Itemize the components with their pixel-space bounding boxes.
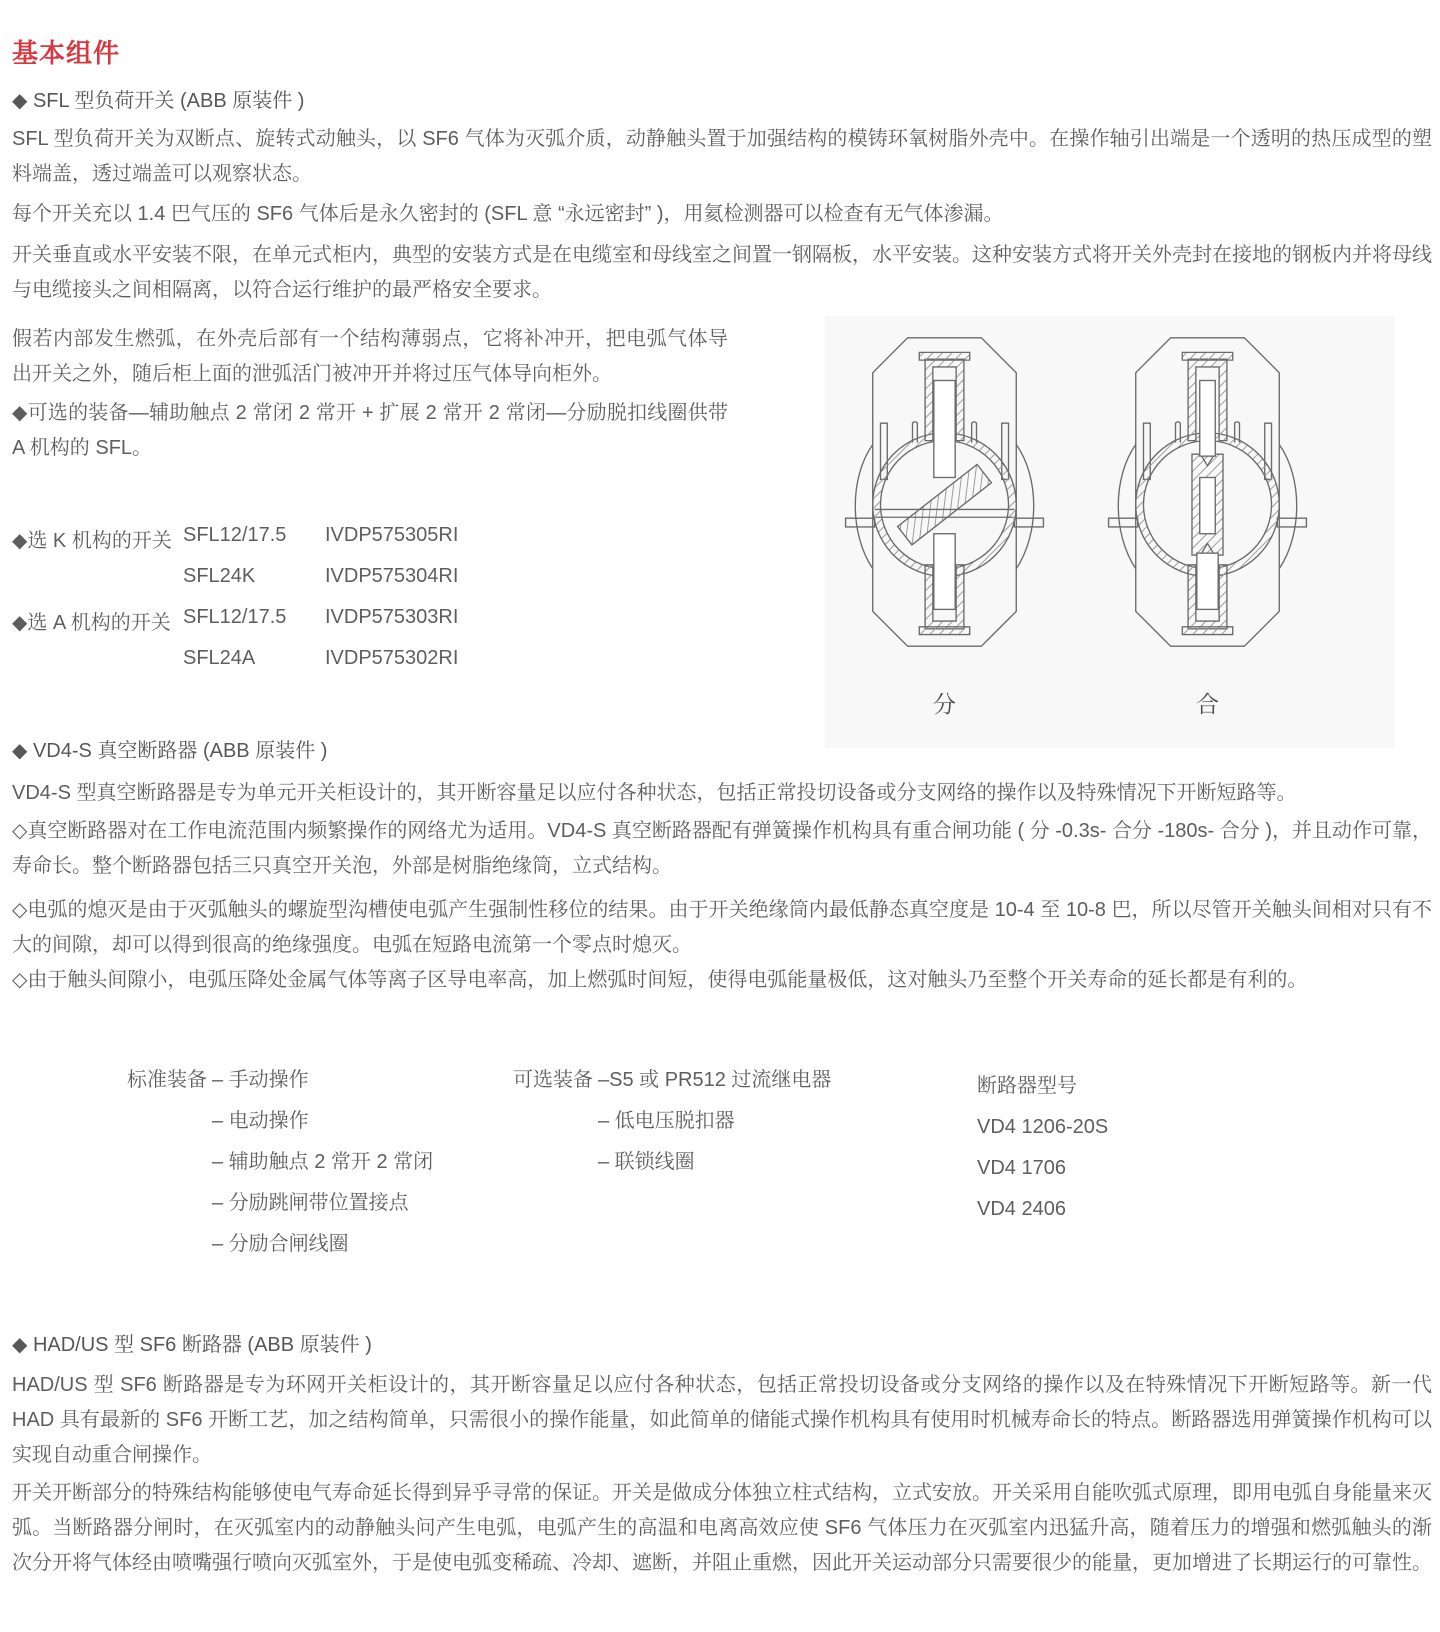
vd4-paragraph-4: ◇由于触头间隙小，电弧压降处金属气体等离子区导电率高，加上燃弧时间短，使得电弧能量极低，这对触头乃至整个开关寿命的延长都是有利的。 [12, 969, 1308, 991]
list-item: – 辅助触点 2 常开 2 常闭 [212, 1151, 434, 1173]
sfl-paragraph-4: 假若内部发生燃弧，在外壳后部有一个结构薄弱点，它将补冲开，把电弧气体导出开关之外，随后柜上面的泄弧活门被冲开并将过压气体导向柜外。 [12, 328, 728, 385]
order-code: IVDP575303RI [325, 606, 459, 628]
list-item: – 分励合闸线圈 [212, 1233, 349, 1255]
had-section-heading: ◆ HAD/US 型 SF6 断路器 (ABB 原装件 ) [12, 1334, 372, 1356]
list-item: VD4 2406 [977, 1198, 1066, 1220]
list-item: – 分励跳闸带位置接点 [212, 1192, 409, 1214]
optional-equipment-list [598, 1060, 831, 1183]
list-item: – 手动操作 [212, 1069, 309, 1091]
list-item: – 电动操作 [212, 1110, 309, 1132]
model-row-label: ◆选 K 机构的开关 [12, 530, 172, 552]
vd4-paragraph-2: ◇真空断路器对在工作电流范围内频繁操作的网络尤为适用。VD4-S 真空断路器配有弹簧操作机构具有重合闸功能 ( 分 -0.3s- 合分 -180s- 合分 )，并且动作可靠，寿命长。整个断路器包括三只真空开关泡，外部是树脂绝缘筒，立式结构。 [12, 820, 1432, 877]
list-item: – 联锁线圈 [598, 1151, 695, 1173]
page-title: 基本组件 [12, 38, 121, 68]
list-item: –S5 或 PR512 过流继电器 [598, 1069, 832, 1091]
sfl-open-position-diagram [837, 332, 1052, 654]
order-code: IVDP575305RI [325, 524, 459, 546]
had-paragraph-2: 开关开断部分的特殊结构能够使电气寿命延长得到异乎寻常的保证。开关是做成分体独立柱式结构，立式安放。开关采用自能吹弧式原理，即用电弧自身能量来灭弧。当断路器分闸时，在灭弧室内的动静触头问产生电弧，电弧产生的高温和电离高效应使 SF6 气体压力在灭弧室内迅猛升高，随着压力的增强和燃弧触头的渐次分开将气体经由喷嘴强行喷向灭弧室外，于是使电弧变稀疏、冷却、遮断，并阻止重燃，因此开关运动部分只需要很少的能量，更加增进了长期运行的可靠性。 [12, 1482, 1432, 1574]
model-name: SFL24A [183, 647, 256, 669]
vd4-paragraph-1: VD4-S 型真空断路器是专为单元开关柜设计的，其开断容量足以应付各种状态，包括正常投切设备或分支网络的操作以及特殊情况下开断短路等。 [12, 782, 1297, 804]
order-code: IVDP575302RI [325, 647, 459, 669]
had-paragraph-1: HAD/US 型 SF6 断路器是专为环网开关柜设计的，其开断容量足以应付各种状态，包括正常投切设备或分支网络的操作以及在特殊情况下开断短路等。新一代 HAD 具有最新的 SF6 开断工艺，加之结构简单，只需很小的操作能量，如此简单的储能式操作机构具有使用时机械寿命长的特点。断路器选用弹簧操作机构可以实现自动重合闸操作。 [12, 1374, 1432, 1466]
model-name: SFL12/17.5 [183, 524, 287, 546]
figure-label-open: 分 [933, 691, 956, 717]
model-name: SFL12/17.5 [183, 606, 287, 628]
standard-equipment-label: 标准装备 [127, 1069, 207, 1091]
sfl-paragraph-1: SFL 型负荷开关为双断点、旋转式动触头，以 SF6 气体为灭弧介质，动静触头置于加强结构的模铸环氧树脂外壳中。在操作轴引出端是一个透明的热压成型的塑料端盖，透过端盖可以观察状态。 [12, 128, 1432, 185]
sfl-paragraph-3: 开关垂直或水平安装不限，在单元式柜内，典型的安装方式是在电缆室和母线室之间置一钢隔板，水平安装。这种安装方式将开关外壳封在接地的钢板内并将母线与电缆接头之间相隔离，以符合运行维护的最严格安全要求。 [12, 244, 1432, 301]
vd4-paragraph-3: ◇电弧的熄灭是由于灭弧触头的螺旋型沟槽使电弧产生强制性移位的结果。由于开关绝缘筒内最低静态真空度是 10-4 至 10-8 巴，所以尽管开关触头间相对只有不大的间隙，却可以得到很高的绝缘强度。电弧在短路电流第一个零点时熄灭。 [12, 899, 1432, 956]
model-row-label: ◆选 A 机构的开关 [12, 612, 171, 634]
list-item: VD4 1206-20S [977, 1116, 1109, 1138]
order-code: IVDP575304RI [325, 565, 459, 587]
sfl-paragraph-2: 每个开关充以 1.4 巴气压的 SF6 气体后是永久密封的 (SFL 意 “永远密封” )，用氦检测器可以检查有无气体渗漏。 [12, 203, 1004, 225]
list-item: – 低电压脱扣器 [598, 1110, 735, 1132]
sfl-figure-panel [825, 316, 1395, 748]
vd4-section-heading: ◆ VD4-S 真空断路器 (ABB 原装件 ) [12, 740, 328, 762]
list-item: VD4 1706 [977, 1157, 1066, 1179]
optional-equipment-label: 可选装备 [513, 1069, 593, 1091]
model-name: SFL24K [183, 565, 256, 587]
sfl-closed-position-diagram [1100, 332, 1315, 654]
figure-label-closed: 合 [1196, 691, 1219, 717]
sfl-model-list [12, 524, 712, 694]
breaker-model-list [977, 1066, 1108, 1230]
sfl-paragraph-5: ◆可选的装备—辅助触点 2 常闭 2 常开 + 扩展 2 常开 2 常闭—分励脱扣线圈供带 A 机构的 SFL。 [12, 402, 728, 459]
sfl-section-heading: ◆ SFL 型负荷开关 (ABB 原装件 ) [12, 90, 305, 112]
standard-equipment-list [212, 1060, 433, 1265]
breaker-model-header: 断路器型号 [977, 1075, 1077, 1097]
